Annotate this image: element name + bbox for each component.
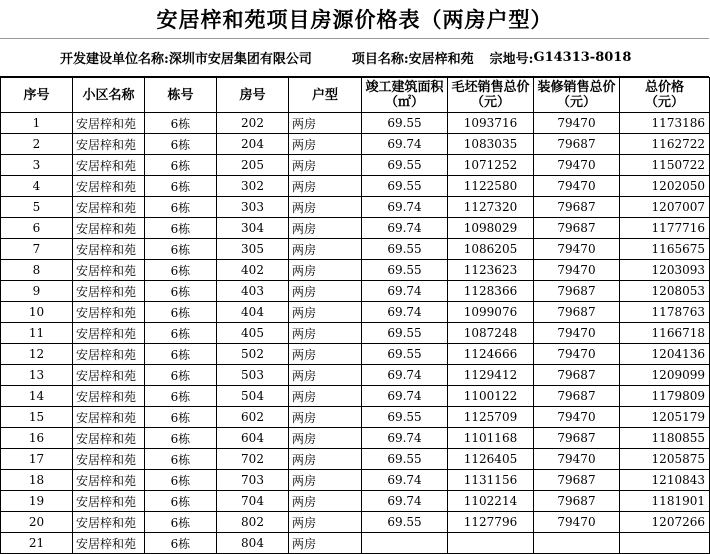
cell-seq: 21 <box>1 533 73 554</box>
cell-deco-price: 79470 <box>534 113 620 134</box>
cell-total-price: 1209099 <box>620 365 710 386</box>
cell-rough-price: 1101168 <box>448 428 534 449</box>
header-rough-price <box>448 78 534 113</box>
cell-type: 两房 <box>289 449 362 470</box>
cell-room: 305 <box>217 239 289 260</box>
table-row <box>1 239 710 260</box>
cell-deco-price: 79470 <box>534 260 620 281</box>
header-row <box>1 78 710 113</box>
cell-type: 两房 <box>289 155 362 176</box>
project-value: 安居梓和苑 <box>408 52 474 67</box>
cell-area: 69.55 <box>362 260 448 281</box>
cell-community: 安居梓和苑 <box>73 386 145 407</box>
lot-value: G14313-8018 <box>533 50 632 65</box>
lot-label: 宗地号: <box>489 52 534 67</box>
cell-rough-price: 1098029 <box>448 218 534 239</box>
cell-seq: 2 <box>1 134 73 155</box>
cell-total-price <box>620 533 710 554</box>
cell-seq: 14 <box>1 386 73 407</box>
cell-seq: 8 <box>1 260 73 281</box>
cell-total-price: 1150722 <box>620 155 710 176</box>
cell-area: 69.74 <box>362 428 448 449</box>
cell-rough-price: 1126405 <box>448 449 534 470</box>
cell-seq: 11 <box>1 323 73 344</box>
cell-area: 69.55 <box>362 239 448 260</box>
cell-community: 安居梓和苑 <box>73 113 145 134</box>
table-row <box>1 470 710 491</box>
cell-deco-price: 79470 <box>534 155 620 176</box>
table-row <box>1 323 710 344</box>
cell-total-price: 1204136 <box>620 344 710 365</box>
cell-area: 69.55 <box>362 155 448 176</box>
cell-deco-price: 79687 <box>534 470 620 491</box>
cell-seq: 15 <box>1 407 73 428</box>
cell-deco-price: 79687 <box>534 428 620 449</box>
cell-deco-price: 79470 <box>534 344 620 365</box>
cell-type: 两房 <box>289 533 362 554</box>
cell-type: 两房 <box>289 344 362 365</box>
cell-area: 69.74 <box>362 470 448 491</box>
cell-community: 安居梓和苑 <box>73 512 145 533</box>
header-seq: 序号 <box>1 78 73 113</box>
cell-type: 两房 <box>289 323 362 344</box>
cell-area: 69.55 <box>362 512 448 533</box>
cell-area: 69.74 <box>362 197 448 218</box>
header-deco-line1: 装修销售总价 <box>537 80 616 95</box>
cell-type: 两房 <box>289 386 362 407</box>
cell-type: 两房 <box>289 407 362 428</box>
header-area-line2: （㎡） <box>384 95 424 110</box>
cell-total-price: 1165675 <box>620 239 710 260</box>
cell-community: 安居梓和苑 <box>73 281 145 302</box>
cell-deco-price: 79687 <box>534 281 620 302</box>
cell-room: 202 <box>217 113 289 134</box>
cell-rough-price: 1071252 <box>448 155 534 176</box>
cell-deco-price: 79470 <box>534 407 620 428</box>
header-deco-line2: （元） <box>556 95 596 110</box>
cell-total-price: 1203093 <box>620 260 710 281</box>
cell-building: 6栋 <box>145 155 217 176</box>
table-row <box>1 491 710 512</box>
cell-room: 404 <box>217 302 289 323</box>
cell-room: 704 <box>217 491 289 512</box>
cell-room: 502 <box>217 344 289 365</box>
cell-rough-price: 1086205 <box>448 239 534 260</box>
cell-type: 两房 <box>289 302 362 323</box>
table-row <box>1 155 710 176</box>
cell-community: 安居梓和苑 <box>73 428 145 449</box>
cell-room: 503 <box>217 365 289 386</box>
cell-area: 69.74 <box>362 134 448 155</box>
cell-building: 6栋 <box>145 533 217 554</box>
cell-type: 两房 <box>289 365 362 386</box>
cell-type: 两房 <box>289 134 362 155</box>
header-total-line1: 总价格 <box>644 80 684 95</box>
cell-seq: 4 <box>1 176 73 197</box>
header-deco-price <box>534 78 620 113</box>
cell-room: 304 <box>217 218 289 239</box>
cell-rough-price: 1123623 <box>448 260 534 281</box>
cell-type: 两房 <box>289 491 362 512</box>
cell-deco-price: 79470 <box>534 323 620 344</box>
cell-room: 604 <box>217 428 289 449</box>
cell-rough-price: 1100122 <box>448 386 534 407</box>
cell-building: 6栋 <box>145 428 217 449</box>
table-row <box>1 512 710 533</box>
cell-type: 两房 <box>289 239 362 260</box>
cell-deco-price: 79687 <box>534 197 620 218</box>
cell-seq: 3 <box>1 155 73 176</box>
cell-total-price: 1210843 <box>620 470 710 491</box>
cell-community: 安居梓和苑 <box>73 239 145 260</box>
cell-area: 69.55 <box>362 113 448 134</box>
cell-area: 69.55 <box>362 176 448 197</box>
table-row <box>1 365 710 386</box>
table-row <box>1 428 710 449</box>
cell-deco-price: 79687 <box>534 134 620 155</box>
table-row <box>1 302 710 323</box>
cell-rough-price: 1129412 <box>448 365 534 386</box>
cell-seq: 16 <box>1 428 73 449</box>
table-row <box>1 134 710 155</box>
cell-total-price: 1207007 <box>620 197 710 218</box>
cell-room: 504 <box>217 386 289 407</box>
cell-community: 安居梓和苑 <box>73 491 145 512</box>
cell-area: 69.55 <box>362 449 448 470</box>
cell-building: 6栋 <box>145 176 217 197</box>
cell-type: 两房 <box>289 218 362 239</box>
cell-rough-price: 1102214 <box>448 491 534 512</box>
cell-type: 两房 <box>289 197 362 218</box>
cell-community: 安居梓和苑 <box>73 197 145 218</box>
cell-seq: 6 <box>1 218 73 239</box>
cell-area: 69.55 <box>362 344 448 365</box>
cell-room: 702 <box>217 449 289 470</box>
cell-area: 69.74 <box>362 302 448 323</box>
table-row <box>1 407 710 428</box>
cell-total-price: 1166718 <box>620 323 710 344</box>
developer-label: 开发建设单位名称: <box>60 52 169 67</box>
cell-room: 405 <box>217 323 289 344</box>
cell-community: 安居梓和苑 <box>73 323 145 344</box>
cell-type: 两房 <box>289 113 362 134</box>
cell-seq: 9 <box>1 281 73 302</box>
header-building: 栋号 <box>145 78 217 113</box>
cell-area: 69.55 <box>362 407 448 428</box>
cell-community: 安居梓和苑 <box>73 155 145 176</box>
cell-deco-price: 79687 <box>534 302 620 323</box>
cell-total-price: 1207266 <box>620 512 710 533</box>
cell-building: 6栋 <box>145 365 217 386</box>
header-rough-line1: 毛坯销售总价 <box>451 80 530 95</box>
cell-community: 安居梓和苑 <box>73 260 145 281</box>
cell-seq: 18 <box>1 470 73 491</box>
cell-deco-price: 79687 <box>534 218 620 239</box>
cell-total-price: 1179809 <box>620 386 710 407</box>
cell-room: 402 <box>217 260 289 281</box>
header-room: 房号 <box>217 78 289 113</box>
table-row <box>1 281 710 302</box>
cell-total-price: 1202050 <box>620 176 710 197</box>
cell-type: 两房 <box>289 176 362 197</box>
cell-seq: 13 <box>1 365 73 386</box>
page-title: 安居梓和苑项目房源价格表（两房户型） <box>156 7 553 32</box>
cell-area: 69.74 <box>362 281 448 302</box>
cell-seq: 20 <box>1 512 73 533</box>
cell-seq: 12 <box>1 344 73 365</box>
cell-deco-price: 79470 <box>534 512 620 533</box>
cell-community: 安居梓和苑 <box>73 470 145 491</box>
cell-deco-price: 79470 <box>534 176 620 197</box>
header-area <box>362 78 448 113</box>
cell-seq: 1 <box>1 113 73 134</box>
cell-type: 两房 <box>289 428 362 449</box>
cell-deco-price: 79687 <box>534 491 620 512</box>
cell-building: 6栋 <box>145 302 217 323</box>
cell-total-price: 1205875 <box>620 449 710 470</box>
cell-building: 6栋 <box>145 197 217 218</box>
cell-room: 303 <box>217 197 289 218</box>
project-label: 项目名称: <box>351 52 409 67</box>
cell-total-price: 1208053 <box>620 281 710 302</box>
cell-seq: 17 <box>1 449 73 470</box>
cell-total-price: 1162722 <box>620 134 710 155</box>
table-row <box>1 344 710 365</box>
cell-rough-price: 1124666 <box>448 344 534 365</box>
cell-rough-price: 1122580 <box>448 176 534 197</box>
cell-rough-price: 1125709 <box>448 407 534 428</box>
table-row <box>1 449 710 470</box>
cell-type: 两房 <box>289 470 362 491</box>
cell-community: 安居梓和苑 <box>73 134 145 155</box>
cell-total-price: 1205179 <box>620 407 710 428</box>
cell-deco-price: 79687 <box>534 365 620 386</box>
cell-total-price: 1177716 <box>620 218 710 239</box>
cell-room: 205 <box>217 155 289 176</box>
cell-room: 802 <box>217 512 289 533</box>
cell-building: 6栋 <box>145 218 217 239</box>
cell-community: 安居梓和苑 <box>73 533 145 554</box>
cell-total-price: 1178763 <box>620 302 710 323</box>
cell-rough-price: 1128366 <box>448 281 534 302</box>
cell-seq: 7 <box>1 239 73 260</box>
table-row <box>1 386 710 407</box>
cell-building: 6栋 <box>145 260 217 281</box>
header-total-price <box>620 78 710 113</box>
cell-building: 6栋 <box>145 134 217 155</box>
cell-building: 6栋 <box>145 407 217 428</box>
cell-deco-price <box>534 533 620 554</box>
cell-building: 6栋 <box>145 386 217 407</box>
cell-building: 6栋 <box>145 281 217 302</box>
table-row <box>1 218 710 239</box>
cell-community: 安居梓和苑 <box>73 365 145 386</box>
cell-area: 69.55 <box>362 323 448 344</box>
cell-area: 69.74 <box>362 218 448 239</box>
cell-rough-price: 1131156 <box>448 470 534 491</box>
table-row <box>1 176 710 197</box>
title-row <box>0 0 709 39</box>
cell-building: 6栋 <box>145 491 217 512</box>
cell-community: 安居梓和苑 <box>73 407 145 428</box>
cell-seq: 10 <box>1 302 73 323</box>
table-row <box>1 260 710 281</box>
cell-building: 6栋 <box>145 512 217 533</box>
header-area-line1: 竣工建筑面积 <box>365 80 444 95</box>
developer-value: 深圳市安居集团有限公司 <box>168 52 312 67</box>
cell-rough-price: 1083035 <box>448 134 534 155</box>
cell-building: 6栋 <box>145 239 217 260</box>
cell-area: 69.74 <box>362 365 448 386</box>
cell-building: 6栋 <box>145 470 217 491</box>
cell-community: 安居梓和苑 <box>73 449 145 470</box>
cell-area: 69.74 <box>362 491 448 512</box>
table-row <box>1 533 710 554</box>
cell-building: 6栋 <box>145 323 217 344</box>
header-type: 户型 <box>289 78 362 113</box>
cell-area: 69.74 <box>362 386 448 407</box>
cell-community: 安居梓和苑 <box>73 344 145 365</box>
cell-building: 6栋 <box>145 344 217 365</box>
cell-total-price: 1173186 <box>620 113 710 134</box>
cell-room: 403 <box>217 281 289 302</box>
cell-community: 安居梓和苑 <box>73 176 145 197</box>
cell-rough-price: 1127320 <box>448 197 534 218</box>
cell-deco-price: 79470 <box>534 449 620 470</box>
cell-type: 两房 <box>289 512 362 533</box>
table-row <box>1 113 710 134</box>
cell-rough-price: 1127796 <box>448 512 534 533</box>
cell-rough-price: 1087248 <box>448 323 534 344</box>
cell-room: 602 <box>217 407 289 428</box>
cell-room: 204 <box>217 134 289 155</box>
cell-room: 804 <box>217 533 289 554</box>
cell-deco-price: 79687 <box>534 386 620 407</box>
cell-rough-price: 1099076 <box>448 302 534 323</box>
cell-seq: 5 <box>1 197 73 218</box>
header-total-line2: （元） <box>644 95 684 110</box>
cell-room: 302 <box>217 176 289 197</box>
table-body <box>1 113 710 554</box>
cell-community: 安居梓和苑 <box>73 302 145 323</box>
cell-rough-price: 1093716 <box>448 113 534 134</box>
header-community: 小区名称 <box>73 78 145 113</box>
cell-total-price: 1180855 <box>620 428 710 449</box>
header-rough-line2: （元） <box>470 95 510 110</box>
cell-type: 两房 <box>289 281 362 302</box>
cell-building: 6栋 <box>145 113 217 134</box>
cell-room: 703 <box>217 470 289 491</box>
info-row <box>0 39 709 77</box>
cell-community: 安居梓和苑 <box>73 218 145 239</box>
cell-building: 6栋 <box>145 449 217 470</box>
cell-deco-price: 79470 <box>534 239 620 260</box>
cell-seq: 19 <box>1 491 73 512</box>
cell-area <box>362 533 448 554</box>
table-row <box>1 197 710 218</box>
cell-type: 两房 <box>289 260 362 281</box>
price-table <box>0 77 710 554</box>
cell-rough-price <box>448 533 534 554</box>
cell-total-price: 1181901 <box>620 491 710 512</box>
